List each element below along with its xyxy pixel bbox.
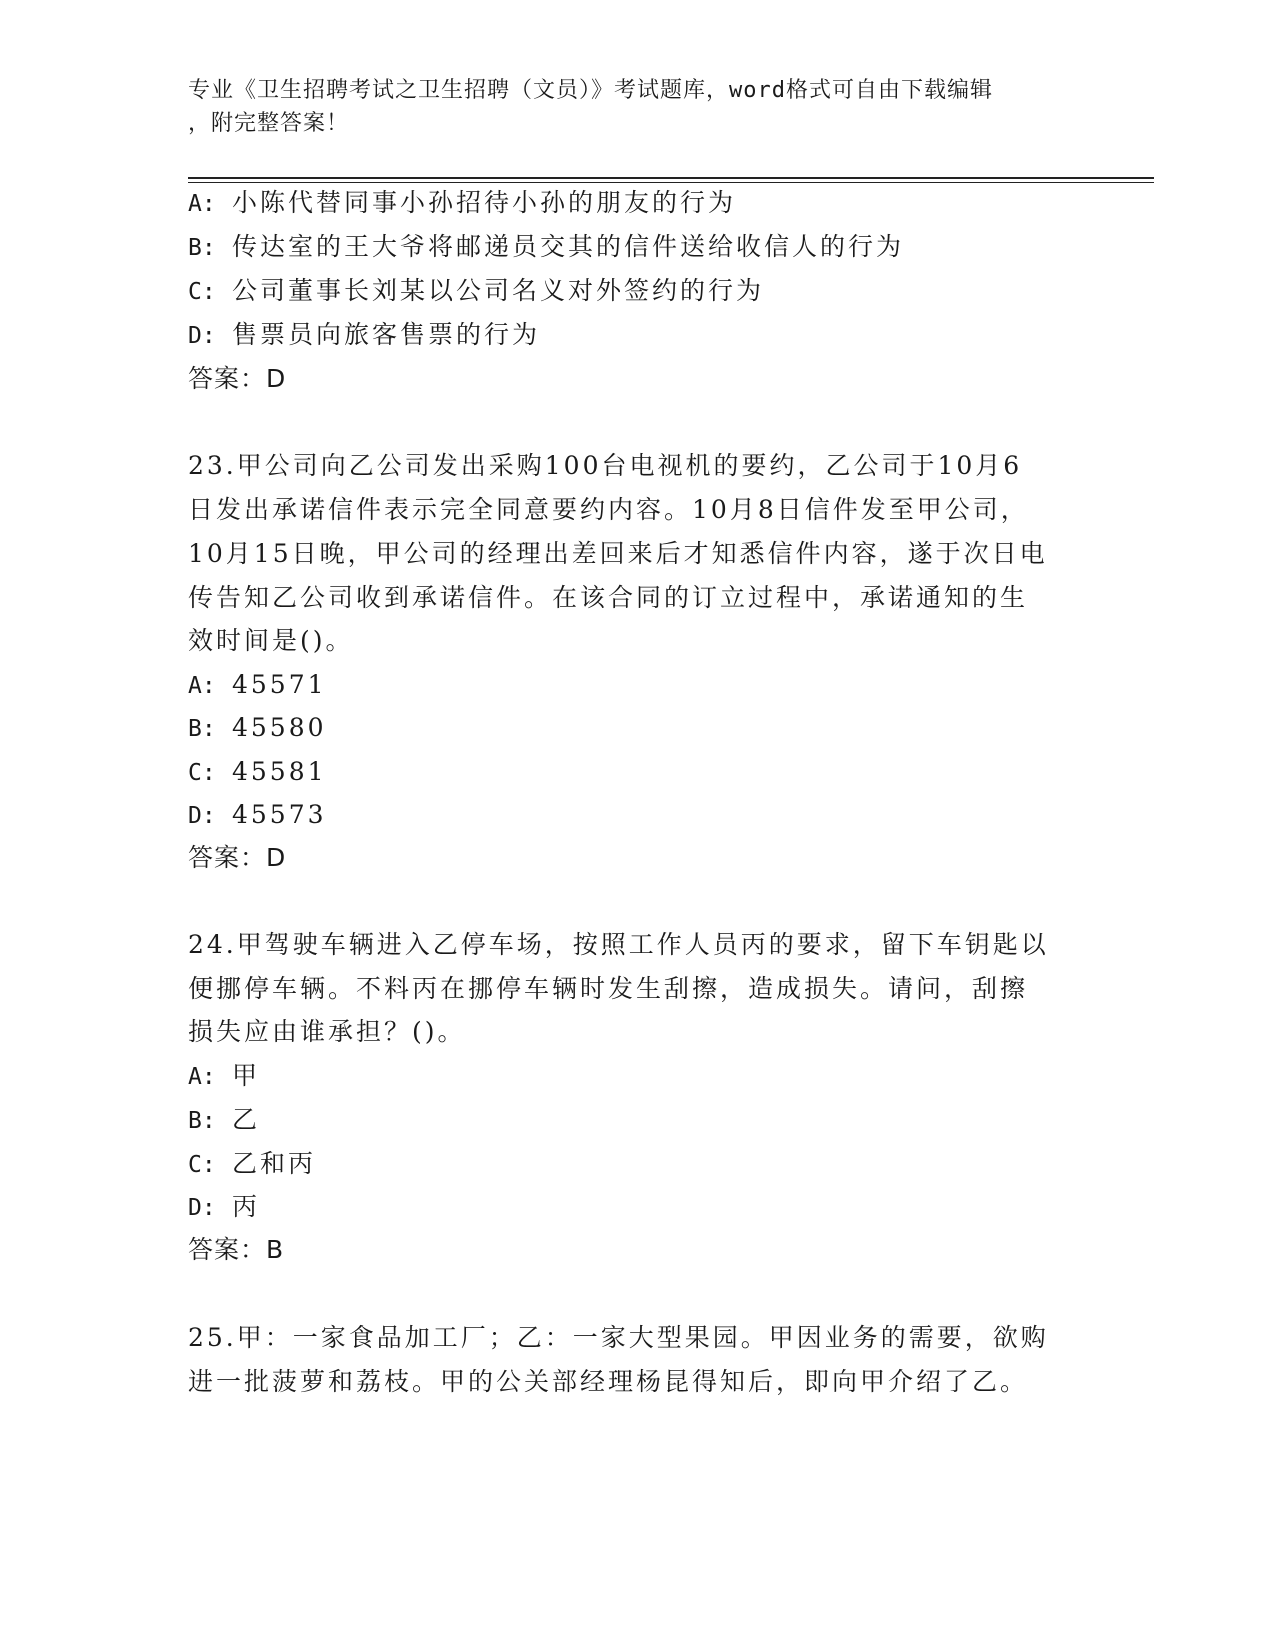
- header-line-1: 专业《卫生招聘考试之卫生招聘（文员）》考试题库，word格式可自由下载编辑: [188, 78, 993, 103]
- answer-value: B: [266, 1235, 285, 1264]
- q24-option-d: [188, 1191, 260, 1223]
- option-text: 传达室的王大爷将邮递员交其的信件送给收信人的行为: [232, 232, 905, 261]
- option-letter: A:: [188, 673, 216, 699]
- q24-stem-line-3: 损失应由谁承担？()。: [188, 1017, 466, 1046]
- q24-option-c: [188, 1148, 316, 1180]
- q22-option-c: [188, 275, 764, 307]
- header-line-2: ，附完整答案！: [188, 111, 350, 136]
- q23-stem-line-3: 10月15日晚，甲公司的经理出差回来后才知悉信件内容，遂于次日电: [188, 539, 1048, 568]
- option-letter: C:: [188, 1152, 216, 1178]
- q23-stem-line-5: 效时间是()。: [188, 626, 354, 655]
- option-letter: B:: [188, 1108, 216, 1134]
- header-divider-thick: [188, 177, 1154, 179]
- option-text: 丙: [232, 1192, 261, 1221]
- q22-option-d: [188, 319, 540, 351]
- q22-option-b: [188, 231, 904, 263]
- option-letter: D:: [188, 1195, 216, 1221]
- option-text: 乙: [232, 1105, 261, 1134]
- option-letter: D:: [188, 323, 216, 349]
- q23-stem-line-2: 日发出承诺信件表示完全同意要约内容。10月8日信件发至甲公司，: [188, 495, 1029, 524]
- option-text: 乙和丙: [232, 1149, 317, 1178]
- option-letter: B:: [188, 235, 216, 261]
- header-divider-thin: [188, 182, 1154, 183]
- option-text: 45580: [232, 713, 327, 742]
- option-letter: D:: [188, 803, 216, 829]
- answer-label: 答案：: [188, 364, 267, 393]
- option-letter: A:: [188, 1064, 216, 1090]
- q23-option-c: [188, 756, 327, 788]
- option-letter: A:: [188, 191, 216, 217]
- answer-value: D: [266, 364, 287, 393]
- q22-option-a: [188, 187, 736, 219]
- answer-label: 答案：: [188, 843, 267, 872]
- q25-stem-line-1: 25.甲：一家食品加工厂；乙：一家大型果园。甲因业务的需要，欲购: [188, 1323, 1049, 1352]
- q23-option-d: [188, 799, 327, 831]
- option-text: 售票员向旅客售票的行为: [232, 320, 541, 349]
- q22-answer: [188, 363, 286, 395]
- q23-stem-line-1: 23.甲公司向乙公司发出采购100台电视机的要约，乙公司于10月6: [188, 451, 1023, 480]
- q24-option-a: [188, 1060, 260, 1092]
- option-text: 45581: [232, 757, 327, 786]
- option-letter: C:: [188, 760, 216, 786]
- q23-answer: [188, 842, 286, 874]
- answer-label: 答案：: [188, 1235, 267, 1264]
- answer-value: D: [266, 843, 287, 872]
- option-letter: B:: [188, 716, 216, 742]
- q25-stem-line-2: 进一批菠萝和荔枝。甲的公关部经理杨昆得知后，即向甲介绍了乙。: [188, 1367, 1029, 1396]
- q24-option-b: [188, 1104, 260, 1136]
- q23-option-b: [188, 712, 327, 744]
- option-text: 45573: [232, 800, 327, 829]
- option-letter: C:: [188, 279, 216, 305]
- q23-option-a: [188, 669, 327, 701]
- option-text: 甲: [232, 1061, 261, 1090]
- option-text: 45571: [232, 670, 327, 699]
- option-text: 小陈代替同事小孙招待小孙的朋友的行为: [232, 188, 737, 217]
- option-text: 公司董事长刘某以公司名义对外签约的行为: [232, 276, 765, 305]
- q24-answer: [188, 1234, 284, 1266]
- q24-stem-line-2: 便挪停车辆。不料丙在挪停车辆时发生刮擦，造成损失。请问，刮擦: [188, 974, 1029, 1003]
- document-header: [188, 74, 1068, 140]
- q23-stem-line-4: 传告知乙公司收到承诺信件。在该合同的订立过程中，承诺通知的生: [188, 583, 1029, 612]
- q24-stem-line-1: 24.甲驾驶车辆进入乙停车场，按照工作人员丙的要求，留下车钥匙以: [188, 930, 1049, 959]
